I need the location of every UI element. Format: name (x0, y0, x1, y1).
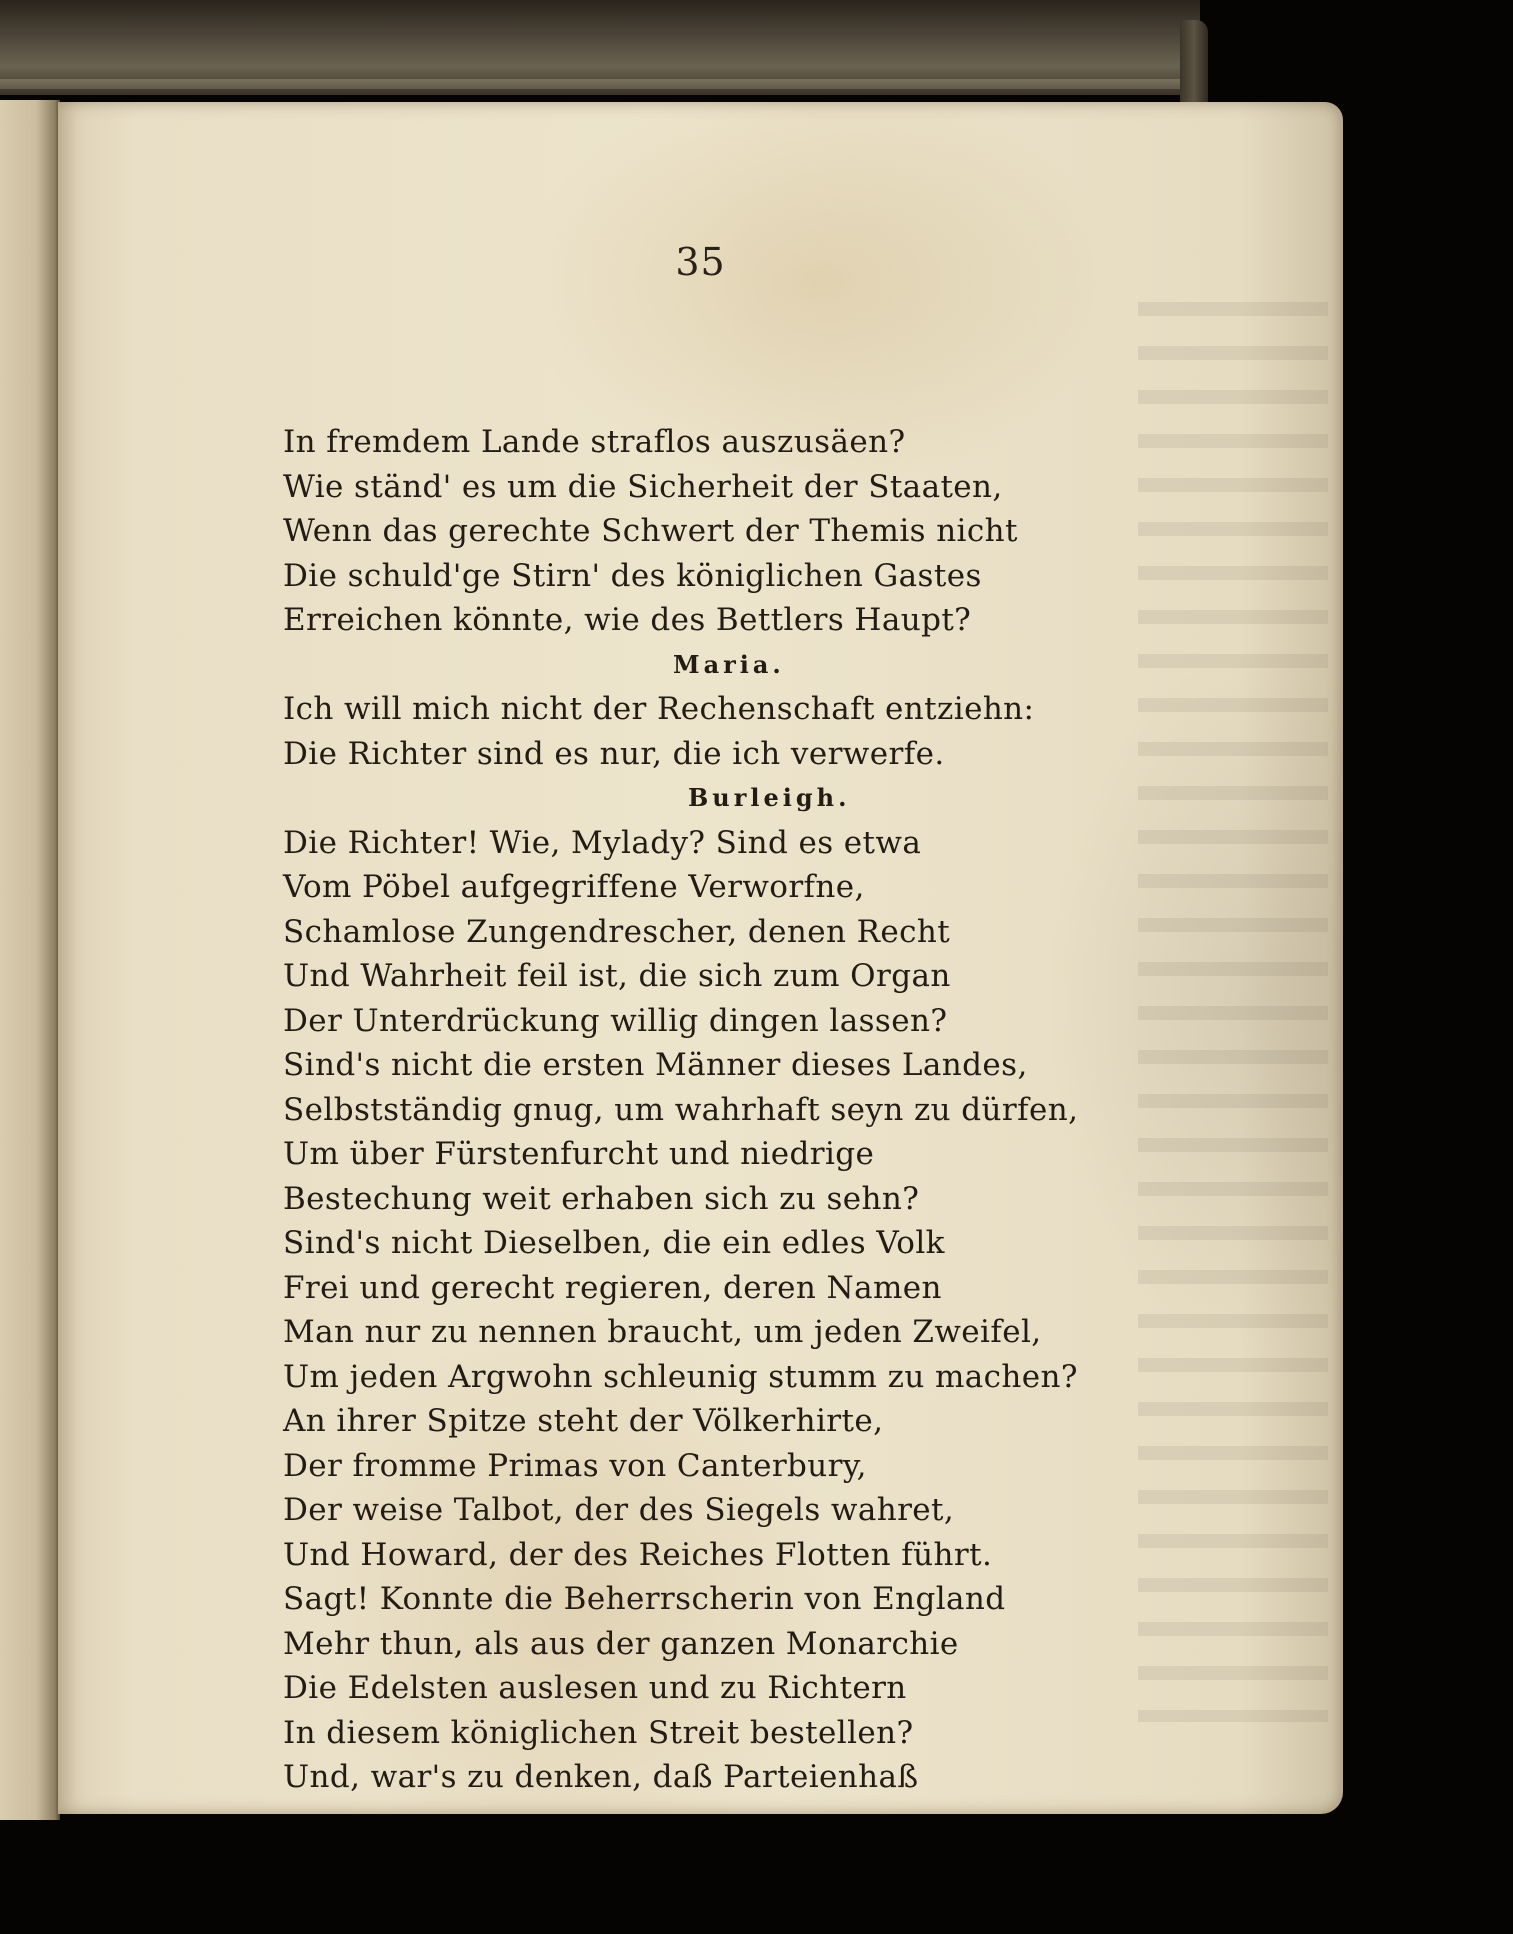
verse-line: Frei und gerecht regieren, deren Namen (283, 1269, 942, 1306)
verse-line: Erreichen könnte, wie des Bettlers Haupt? (283, 602, 972, 638)
verse-line: Wie ständ' es um die Sicherheit der Staaten, (283, 468, 1003, 505)
verse-line: Ich will mich nicht der Rechenschaft entziehn: (283, 691, 1035, 727)
verse-text (283, 420, 1083, 1800)
page-number: 35 (675, 240, 726, 284)
facing-page-edge (0, 100, 60, 1820)
verse-line: Sagt! Konnte die Beherrscherin von England (283, 1581, 1006, 1617)
speaker-name: Maria. (673, 649, 785, 679)
verse-line: An ihrer Spitze steht der Völkerhirte, (283, 1403, 884, 1439)
verse-line: Die schuld'ge Stirn' des königlichen Gastes (283, 557, 982, 594)
verse-line: Die Richter sind es nur, die ich verwerfe. (283, 735, 945, 772)
verse-line: Die Edelsten auslesen und zu Richtern (283, 1670, 907, 1706)
verse-line: Sind's nicht die ersten Männer dieses Landes, (283, 1047, 1028, 1083)
verse-line: Der Unterdrückung willig dingen lassen? (283, 1002, 948, 1039)
verse-line: Selbstständig gnug, um wahrhaft seyn zu dürfen, (283, 1091, 1079, 1128)
book-page (58, 102, 1343, 1814)
verse-line: Mehr thun, als aus der ganzen Monarchie (283, 1625, 959, 1662)
verse-line: Und Howard, der des Reiches Flotten führt. (283, 1536, 993, 1573)
verse-line: Sind's nicht Dieselben, die ein edles Volk (283, 1225, 945, 1261)
verse-line: Der weise Talbot, der des Siegels wahret, (283, 1492, 955, 1528)
verse-line: Bestechung weit erhaben sich zu sehn? (283, 1180, 920, 1217)
verse-line: Vom Pöbel aufgegriffene Verworfne, (283, 869, 865, 905)
verse-line: Und Wahrheit feil ist, die sich zum Organ (283, 958, 951, 994)
verse-line: Der fromme Primas von Canterbury, (283, 1447, 867, 1484)
verse-line: In fremdem Lande straflos auszusäen? (283, 424, 906, 460)
verse-line: In diesem königlichen Streit bestellen? (283, 1714, 914, 1751)
verse-line: Die Richter! Wie, Mylady? Sind es etwa (283, 824, 922, 861)
verse-line: Schamlose Zungendrescher, denen Recht (283, 913, 951, 950)
verse-line: Um jeden Argwohn schleunig stumm zu machen? (283, 1358, 1078, 1395)
verse-line: Man nur zu nennen braucht, um jeden Zweifel, (283, 1314, 1042, 1350)
verse-line: Wenn das gerechte Schwert der Themis nicht (283, 513, 1018, 549)
verse-line: Um über Fürstenfurcht und niedrige (283, 1136, 875, 1172)
speaker-name: Burleigh. (688, 783, 851, 812)
book-cover-top-edge (0, 0, 1200, 95)
verse-line: Und, war's zu denken, daß Parteienhaß (283, 1759, 919, 1795)
